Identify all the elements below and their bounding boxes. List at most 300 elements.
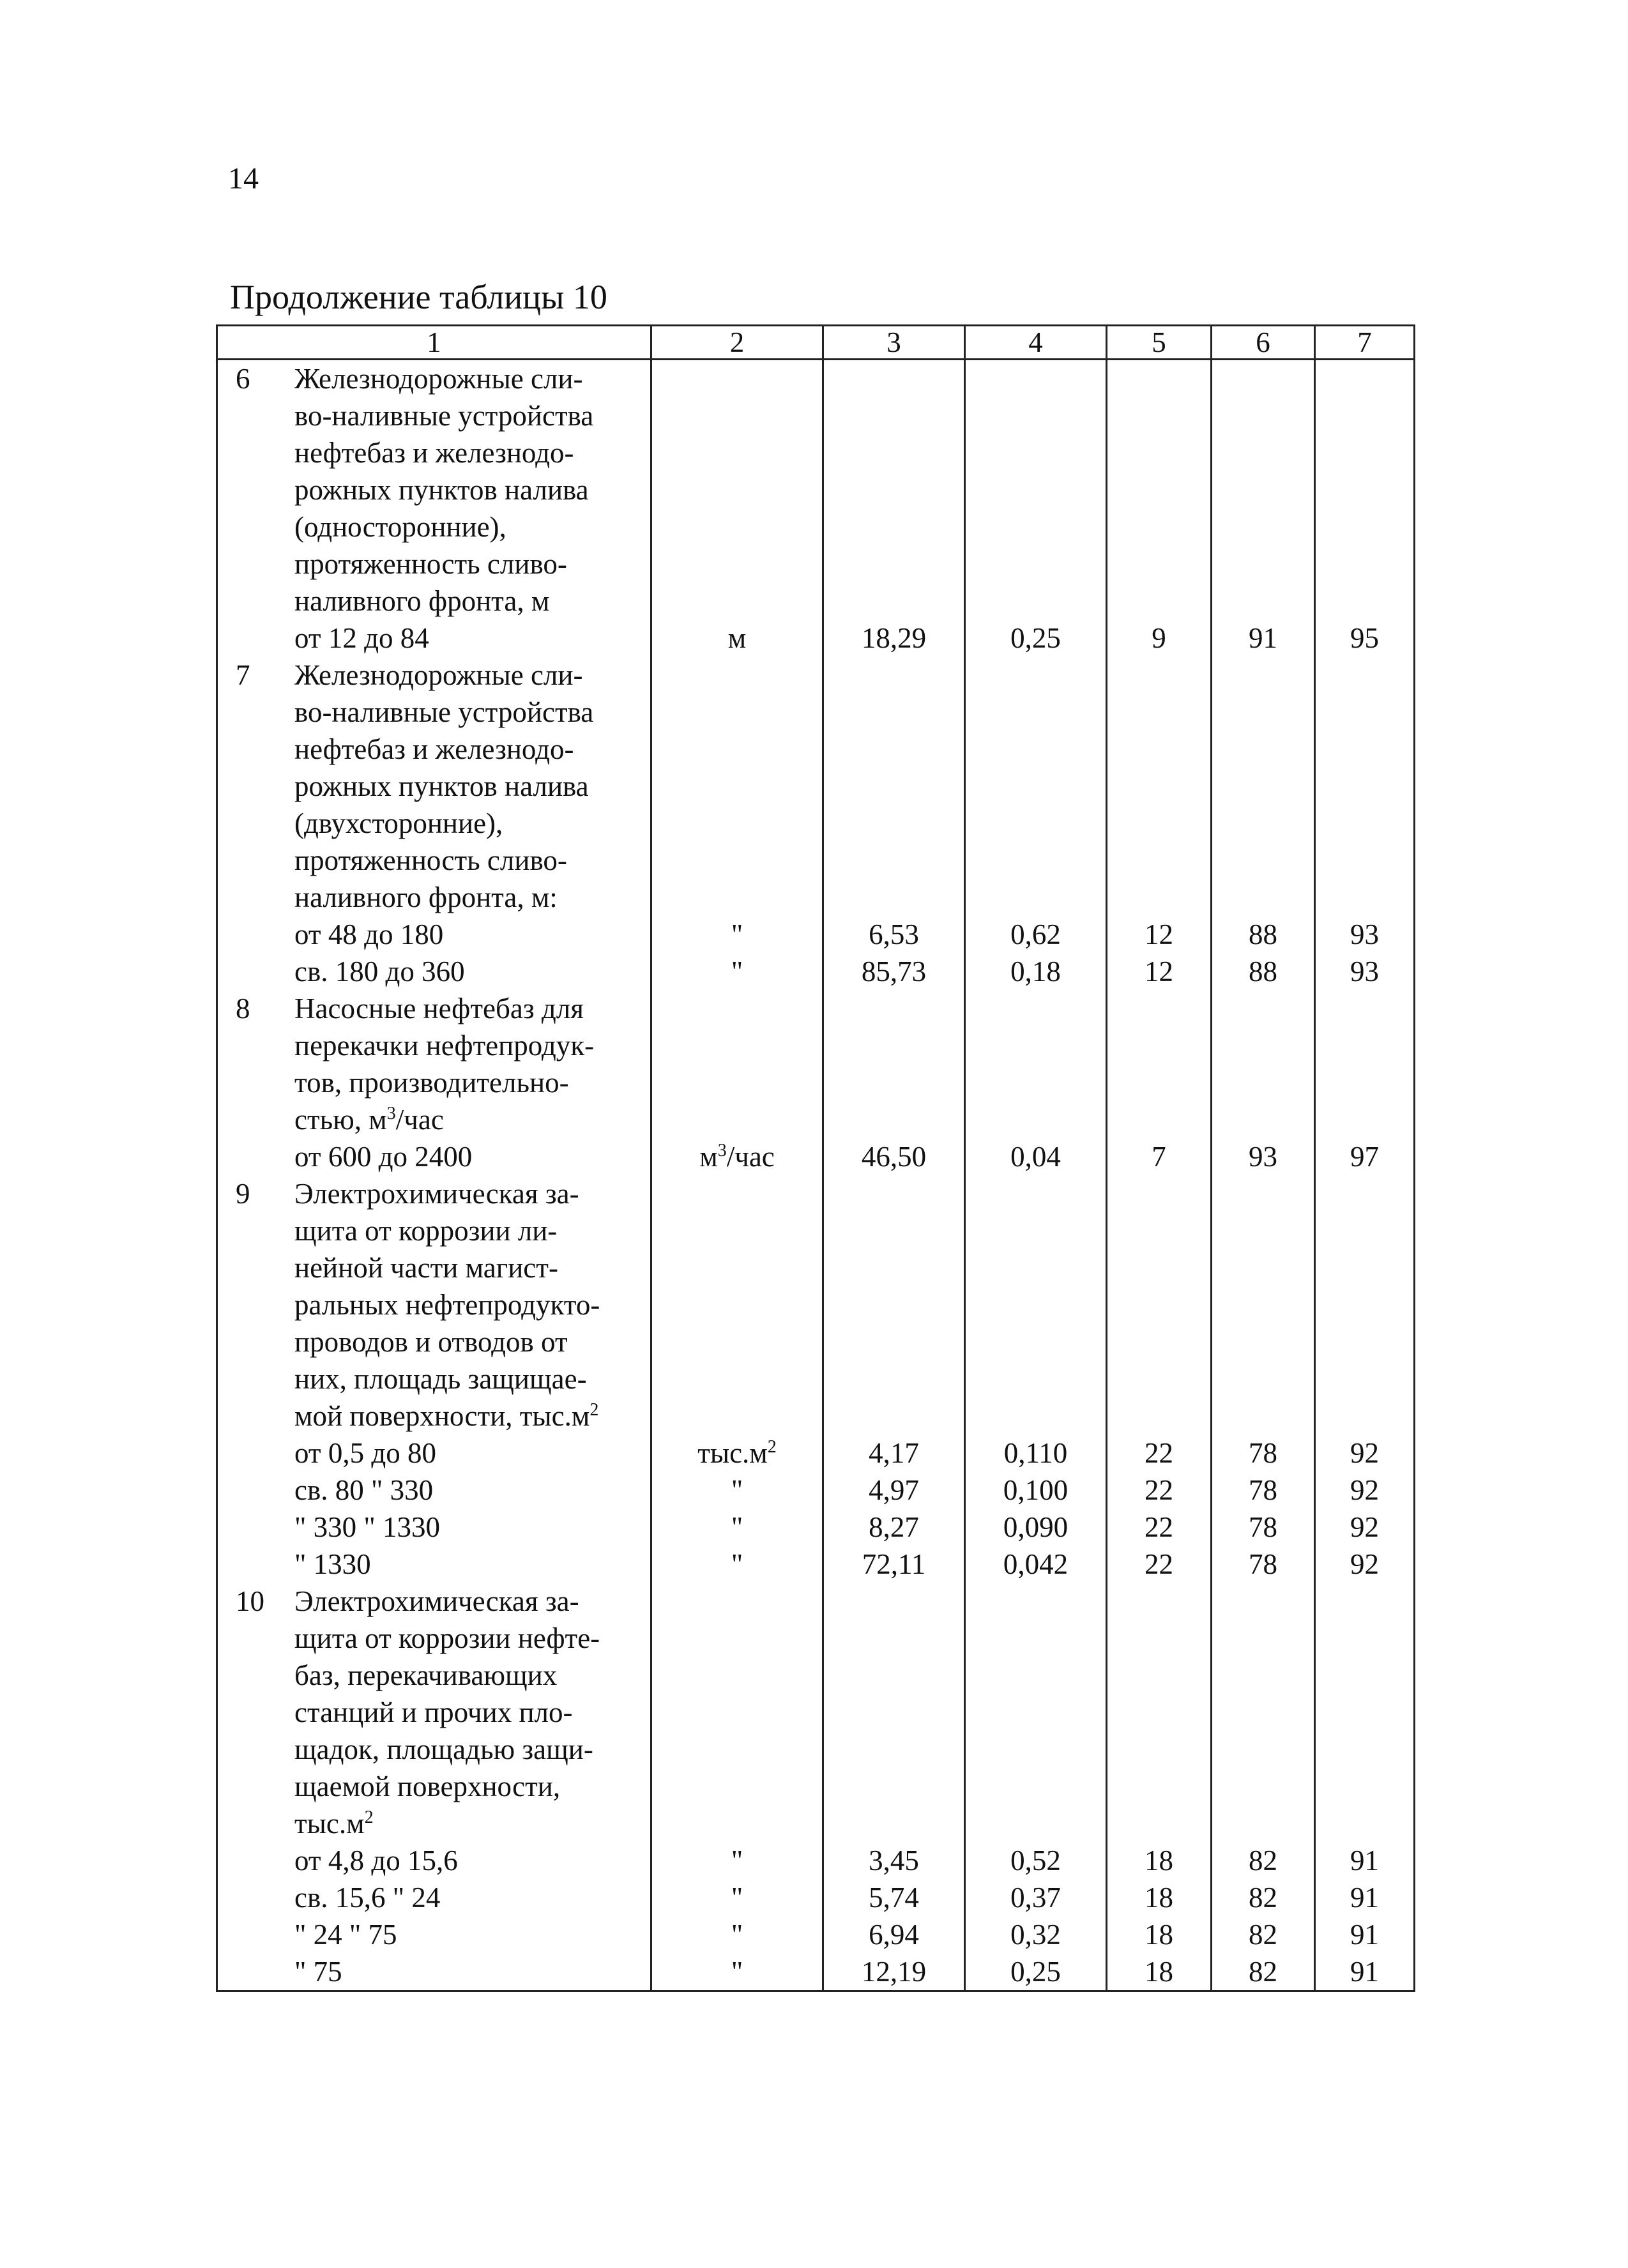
spacer-line xyxy=(1107,879,1210,916)
cell-value: 78 xyxy=(1249,1511,1277,1543)
value-cell-c3 xyxy=(823,1175,965,1583)
header-cell: 7 xyxy=(1315,326,1415,360)
spacer-line xyxy=(652,1583,822,1620)
spacer-line xyxy=(1316,731,1413,768)
cell-value: 0,25 xyxy=(1010,1956,1061,1988)
spacer-line xyxy=(824,1768,964,1805)
value-cell-c6 xyxy=(1212,1583,1315,1991)
cell-value: 85,73 xyxy=(861,955,927,987)
cell-value: 3,45 xyxy=(869,1845,919,1876)
spacer-line xyxy=(1316,1620,1413,1657)
range-label: св. 80 " 330 xyxy=(294,1474,434,1506)
table-row-9 xyxy=(217,1175,1415,1583)
spacer-line xyxy=(652,471,822,508)
cell-value: 0,042 xyxy=(1003,1548,1069,1580)
cell-value: 0,090 xyxy=(1003,1511,1069,1543)
cell-value: 92 xyxy=(1350,1548,1379,1580)
cell-value: 92 xyxy=(1350,1474,1379,1506)
spacer-line xyxy=(1212,1694,1314,1731)
spacer-line xyxy=(824,508,964,545)
spacer-line xyxy=(966,471,1106,508)
spacer-line xyxy=(652,1805,822,1842)
unit-value: " xyxy=(731,1919,743,1951)
unit-cell xyxy=(651,1175,823,1583)
spacer-line xyxy=(1212,434,1314,471)
spacer-line xyxy=(1107,471,1210,508)
unit-cell xyxy=(651,1583,823,1991)
spacer-line xyxy=(1316,508,1413,545)
cell-value: 91 xyxy=(1350,1882,1379,1914)
spacer-line xyxy=(1316,1212,1413,1249)
spacer-line xyxy=(966,1397,1106,1435)
spacer-line xyxy=(1107,657,1210,694)
spacer-line xyxy=(966,582,1106,620)
spacer-line xyxy=(1107,397,1210,434)
description-line: рожных пунктов налива xyxy=(294,474,589,506)
spacer-line xyxy=(966,1805,1106,1842)
range-label: от 600 до 2400 xyxy=(294,1141,473,1173)
spacer-line xyxy=(1107,1212,1210,1249)
spacer-line xyxy=(1212,471,1314,508)
spacer-line xyxy=(966,1323,1106,1360)
spacer-line xyxy=(966,990,1106,1027)
superscript: 2 xyxy=(590,1400,599,1420)
spacer-line xyxy=(966,1657,1106,1694)
page-number: 14 xyxy=(228,162,259,195)
description-cell xyxy=(217,657,651,990)
spacer-line xyxy=(824,434,964,471)
spacer-line xyxy=(824,1064,964,1101)
spacer-line xyxy=(966,434,1106,471)
spacer-line xyxy=(1107,1657,1210,1694)
spacer-line xyxy=(652,1101,822,1138)
spacer-line xyxy=(652,1397,822,1435)
spacer-line xyxy=(966,1212,1106,1249)
range-label: " 24 " 75 xyxy=(294,1919,397,1951)
cell-value: 95 xyxy=(1350,622,1379,654)
cell-value: 18 xyxy=(1145,1845,1173,1876)
description-lines xyxy=(294,1175,650,1583)
spacer-line xyxy=(1316,1731,1413,1768)
unit-text: м xyxy=(699,1141,718,1173)
value-cell-c5 xyxy=(1107,657,1212,990)
value-cell-c7 xyxy=(1315,1175,1415,1583)
spacer-line xyxy=(652,694,822,731)
cell-value: 92 xyxy=(1350,1511,1379,1543)
spacer-line xyxy=(652,1212,822,1249)
spacer-line xyxy=(1107,805,1210,842)
description-cell xyxy=(217,1583,651,1991)
cell-value: 0,18 xyxy=(1010,955,1061,987)
cell-value: 9 xyxy=(1152,622,1166,654)
cell-value: 0,100 xyxy=(1003,1474,1069,1506)
spacer-line xyxy=(1107,1768,1210,1805)
spacer-line xyxy=(824,582,964,620)
cell-value: 4,17 xyxy=(869,1437,919,1469)
spacer-line xyxy=(966,1027,1106,1064)
superscript: 2 xyxy=(767,1437,777,1457)
spacer-line xyxy=(1316,1805,1413,1842)
spacer-line xyxy=(652,879,822,916)
spacer-line xyxy=(652,360,822,397)
spacer-line xyxy=(966,1620,1106,1657)
cell-value: 82 xyxy=(1249,1956,1277,1988)
description-text: тыс.м xyxy=(294,1808,365,1839)
spacer-line xyxy=(652,508,822,545)
spacer-line xyxy=(824,1027,964,1064)
cell-value: 91 xyxy=(1350,1956,1379,1988)
description-line: нейной части магист- xyxy=(294,1252,558,1284)
spacer-line xyxy=(824,1657,964,1694)
spacer-line xyxy=(824,1397,964,1435)
table-row-7 xyxy=(217,657,1415,990)
spacer-line xyxy=(652,1360,822,1397)
value-cell-c3 xyxy=(823,1583,965,1991)
value-cell-c6 xyxy=(1212,360,1315,657)
spacer-line xyxy=(966,360,1106,397)
spacer-line xyxy=(652,1323,822,1360)
spacer-line xyxy=(652,1175,822,1212)
spacer-line xyxy=(652,1286,822,1323)
header-cell: 5 xyxy=(1107,326,1212,360)
row-number: 7 xyxy=(236,659,250,691)
description-line: щаемой поверхности, xyxy=(294,1770,561,1802)
spacer-line xyxy=(652,397,822,434)
cell-value: 46,50 xyxy=(861,1141,927,1173)
spacer-line xyxy=(1316,1323,1413,1360)
spacer-line xyxy=(1316,434,1413,471)
value-cell-c7 xyxy=(1315,1583,1415,1991)
unit-value: " xyxy=(731,1956,743,1988)
description-text: стью, м xyxy=(294,1104,387,1136)
cell-value: 78 xyxy=(1249,1474,1277,1506)
value-cell-c4 xyxy=(965,657,1107,990)
spacer-line xyxy=(1212,1323,1314,1360)
spacer-line xyxy=(1316,397,1413,434)
spacer-line xyxy=(652,1064,822,1101)
range-label: " 1330 xyxy=(294,1548,371,1580)
cell-value: 0,62 xyxy=(1010,918,1061,950)
spacer-line xyxy=(824,360,964,397)
spacer-line xyxy=(1212,1360,1314,1397)
spacer-line xyxy=(1107,731,1210,768)
description-line: станций и прочих пло- xyxy=(294,1696,573,1728)
spacer-line xyxy=(966,694,1106,731)
unit-text: тыс.м xyxy=(697,1437,768,1469)
row-number: 8 xyxy=(236,993,250,1024)
header-cell: 3 xyxy=(823,326,965,360)
range-label: от 12 до 84 xyxy=(294,622,429,654)
spacer-line xyxy=(1107,1731,1210,1768)
cell-value: 72,11 xyxy=(862,1548,926,1580)
cell-value: 7 xyxy=(1152,1141,1166,1173)
cell-value: 5,74 xyxy=(869,1882,919,1914)
spacer-line xyxy=(1316,1286,1413,1323)
superscript: 2 xyxy=(364,1808,374,1827)
cell-value: 82 xyxy=(1249,1919,1277,1951)
description-line xyxy=(294,1805,645,1842)
spacer-line xyxy=(1316,360,1413,397)
header-cell: 1 xyxy=(217,326,651,360)
table-row-10 xyxy=(217,1583,1415,1991)
spacer-line xyxy=(966,1101,1106,1138)
spacer-line xyxy=(652,990,822,1027)
range-label: св. 15,6 " 24 xyxy=(294,1882,441,1914)
description-line: щита от коррозии нефте- xyxy=(294,1622,600,1654)
spacer-line xyxy=(652,731,822,768)
cell-value: 93 xyxy=(1249,1141,1277,1173)
spacer-line xyxy=(652,1768,822,1805)
description-line: наливного фронта, м: xyxy=(294,881,558,913)
value-cell-c4 xyxy=(965,1175,1107,1583)
superscript: 3 xyxy=(386,1104,396,1123)
spacer-line xyxy=(824,842,964,879)
cell-value: 82 xyxy=(1249,1882,1277,1914)
unit-value: м xyxy=(727,622,747,654)
value-cell-c5 xyxy=(1107,1175,1212,1583)
row-number: 6 xyxy=(236,363,250,395)
cell-value: 0,37 xyxy=(1010,1882,1061,1914)
spacer-line xyxy=(966,1360,1106,1397)
spacer-line xyxy=(1316,545,1413,582)
spacer-line xyxy=(1212,1212,1314,1249)
description-line: Железнодорожные сли- xyxy=(294,363,583,395)
spacer-line xyxy=(1107,1397,1210,1435)
spacer-line xyxy=(1316,1101,1413,1138)
spacer-line xyxy=(966,397,1106,434)
spacer-line xyxy=(824,694,964,731)
value-cell-c5 xyxy=(1107,360,1212,657)
value-cell-c7 xyxy=(1315,657,1415,990)
description-line: Насосные нефтебаз для xyxy=(294,993,584,1024)
spacer-line xyxy=(1316,1694,1413,1731)
cell-value: 78 xyxy=(1249,1437,1277,1469)
description-lines xyxy=(294,1583,650,1990)
description-line: протяженность сливо- xyxy=(294,548,567,580)
row-number: 10 xyxy=(236,1585,264,1617)
cell-value: 4,97 xyxy=(869,1474,919,1506)
spacer-line xyxy=(966,1249,1106,1286)
cell-value: 12 xyxy=(1145,955,1173,987)
spacer-line xyxy=(652,545,822,582)
spacer-line xyxy=(1107,434,1210,471)
spacer-line xyxy=(824,1212,964,1249)
value-cell-c7 xyxy=(1315,990,1415,1175)
spacer-line xyxy=(824,1249,964,1286)
description-line: во-наливные устройства xyxy=(294,696,594,728)
description-line xyxy=(294,1397,645,1435)
spacer-line xyxy=(1107,1064,1210,1101)
spacer-line xyxy=(966,805,1106,842)
spacer-line xyxy=(1107,1101,1210,1138)
unit-value: " xyxy=(731,1511,743,1543)
spacer-line xyxy=(1316,1583,1413,1620)
spacer-line xyxy=(824,1805,964,1842)
cell-value: 6,94 xyxy=(869,1919,919,1951)
description-cell xyxy=(217,1175,651,1583)
cell-value: 12,19 xyxy=(861,1956,927,1988)
superscript: 3 xyxy=(717,1141,727,1161)
cell-value: 88 xyxy=(1249,955,1277,987)
unit-value: " xyxy=(731,918,743,950)
spacer-line xyxy=(1107,842,1210,879)
spacer-line xyxy=(1107,1323,1210,1360)
description-line: Электрохимическая за- xyxy=(294,1585,579,1617)
spacer-line xyxy=(966,1064,1106,1101)
spacer-line xyxy=(824,1583,964,1620)
cell-value: 88 xyxy=(1249,918,1277,950)
description-line: перекачки нефтепродук- xyxy=(294,1030,595,1062)
cell-value: 91 xyxy=(1249,622,1277,654)
spacer-line xyxy=(1212,1805,1314,1842)
description-line: (односторонние), xyxy=(294,511,506,543)
unit-value xyxy=(652,1138,822,1175)
value-cell-c4 xyxy=(965,1583,1107,1991)
value-cell-c3 xyxy=(823,657,965,990)
spacer-line xyxy=(1212,731,1314,768)
spacer-line xyxy=(824,657,964,694)
spacer-line xyxy=(1107,694,1210,731)
spacer-line xyxy=(824,1731,964,1768)
spacer-line xyxy=(824,471,964,508)
value-cell-c4 xyxy=(965,360,1107,657)
spacer-line xyxy=(1107,582,1210,620)
spacer-line xyxy=(1316,1175,1413,1212)
spacer-line xyxy=(824,1101,964,1138)
cell-value: 8,27 xyxy=(869,1511,919,1543)
spacer-line xyxy=(1316,1064,1413,1101)
spacer-line xyxy=(1212,1583,1314,1620)
spacer-line xyxy=(1212,1175,1314,1212)
value-cell-c3 xyxy=(823,990,965,1175)
cell-value: 6,53 xyxy=(869,918,919,950)
spacer-line xyxy=(966,1694,1106,1731)
description-line: щита от коррозии ли- xyxy=(294,1215,558,1247)
spacer-line xyxy=(824,731,964,768)
spacer-line xyxy=(1212,879,1314,916)
spacer-line xyxy=(1316,842,1413,879)
spacer-line xyxy=(1316,582,1413,620)
header-cell: 6 xyxy=(1212,326,1315,360)
spacer-line xyxy=(1107,1583,1210,1620)
cell-value: 22 xyxy=(1145,1511,1173,1543)
spacer-line xyxy=(1316,471,1413,508)
cell-value: 18 xyxy=(1145,1919,1173,1951)
spacer-line xyxy=(966,1286,1106,1323)
cell-value: 18,29 xyxy=(861,622,927,654)
spacer-line xyxy=(824,1175,964,1212)
cell-value: 22 xyxy=(1145,1548,1173,1580)
cell-value: 97 xyxy=(1350,1141,1379,1173)
description-lines xyxy=(294,990,650,1175)
row-number: 9 xyxy=(236,1178,250,1210)
spacer-line xyxy=(652,1620,822,1657)
value-cell-c3 xyxy=(823,360,965,657)
spacer-line xyxy=(1212,1101,1314,1138)
spacer-line xyxy=(966,657,1106,694)
spacer-line xyxy=(652,1249,822,1286)
spacer-line xyxy=(1107,1027,1210,1064)
range-label: от 4,8 до 15,6 xyxy=(294,1845,458,1876)
description-lines xyxy=(294,360,650,657)
description-line: проводов и отводов от xyxy=(294,1326,568,1358)
spacer-line xyxy=(1316,657,1413,694)
cell-value: 92 xyxy=(1350,1437,1379,1469)
spacer-line xyxy=(1316,768,1413,805)
description-line: нефтебаз и железнодо- xyxy=(294,437,574,469)
description-line: во-наливные устройства xyxy=(294,400,594,432)
spacer-line xyxy=(824,805,964,842)
range-label: " 75 xyxy=(294,1956,342,1988)
description-cell xyxy=(217,990,651,1175)
unit-value: " xyxy=(731,1548,743,1580)
cell-value: 82 xyxy=(1249,1845,1277,1876)
spacer-line xyxy=(824,879,964,916)
spacer-line xyxy=(1316,1768,1413,1805)
spacer-line xyxy=(966,545,1106,582)
value-cell-c5 xyxy=(1107,1583,1212,1991)
spacer-line xyxy=(1212,1768,1314,1805)
spacer-line xyxy=(652,1694,822,1731)
spacer-line xyxy=(1316,694,1413,731)
range-label: " 330 " 1330 xyxy=(294,1511,440,1543)
unit-value: " xyxy=(731,1845,743,1876)
range-label: от 0,5 до 80 xyxy=(294,1437,436,1469)
value-cell-c6 xyxy=(1212,1175,1315,1583)
cell-value: 0,32 xyxy=(1010,1919,1061,1951)
description-line: Железнодорожные сли- xyxy=(294,659,583,691)
unit-cell xyxy=(651,990,823,1175)
spacer-line xyxy=(966,879,1106,916)
unit-text: /час xyxy=(726,1141,775,1173)
spacer-line xyxy=(1212,1249,1314,1286)
spacer-line xyxy=(1212,842,1314,879)
spacer-line xyxy=(824,1323,964,1360)
spacer-line xyxy=(1212,397,1314,434)
spacer-line xyxy=(1212,1064,1314,1101)
description-lines xyxy=(294,657,650,990)
spacer-line xyxy=(1316,1657,1413,1694)
spacer-line xyxy=(1212,508,1314,545)
description-line: них, площадь защищае- xyxy=(294,1363,587,1395)
spacer-line xyxy=(1316,879,1413,916)
spacer-line xyxy=(1107,1286,1210,1323)
value-cell-c4 xyxy=(965,990,1107,1175)
spacer-line xyxy=(824,1694,964,1731)
cell-value: 0,25 xyxy=(1010,622,1061,654)
unit-cell xyxy=(651,657,823,990)
spacer-line xyxy=(966,1583,1106,1620)
spacer-line xyxy=(824,397,964,434)
spacer-line xyxy=(824,990,964,1027)
unit-value: " xyxy=(731,955,743,987)
spacer-line xyxy=(1107,768,1210,805)
table-caption: Продолжение таблицы 10 xyxy=(230,278,607,316)
description-line: наливного фронта, м xyxy=(294,585,550,617)
spacer-line xyxy=(966,842,1106,879)
spacer-line xyxy=(966,508,1106,545)
cell-value: 78 xyxy=(1249,1548,1277,1580)
spacer-line xyxy=(1212,1657,1314,1694)
spacer-line xyxy=(1212,1731,1314,1768)
spacer-line xyxy=(652,1657,822,1694)
spacer-line xyxy=(652,805,822,842)
spacer-line xyxy=(1107,1620,1210,1657)
cell-value: 93 xyxy=(1350,955,1379,987)
spacer-line xyxy=(1107,1360,1210,1397)
header-row xyxy=(217,326,1415,360)
spacer-line xyxy=(966,1768,1106,1805)
